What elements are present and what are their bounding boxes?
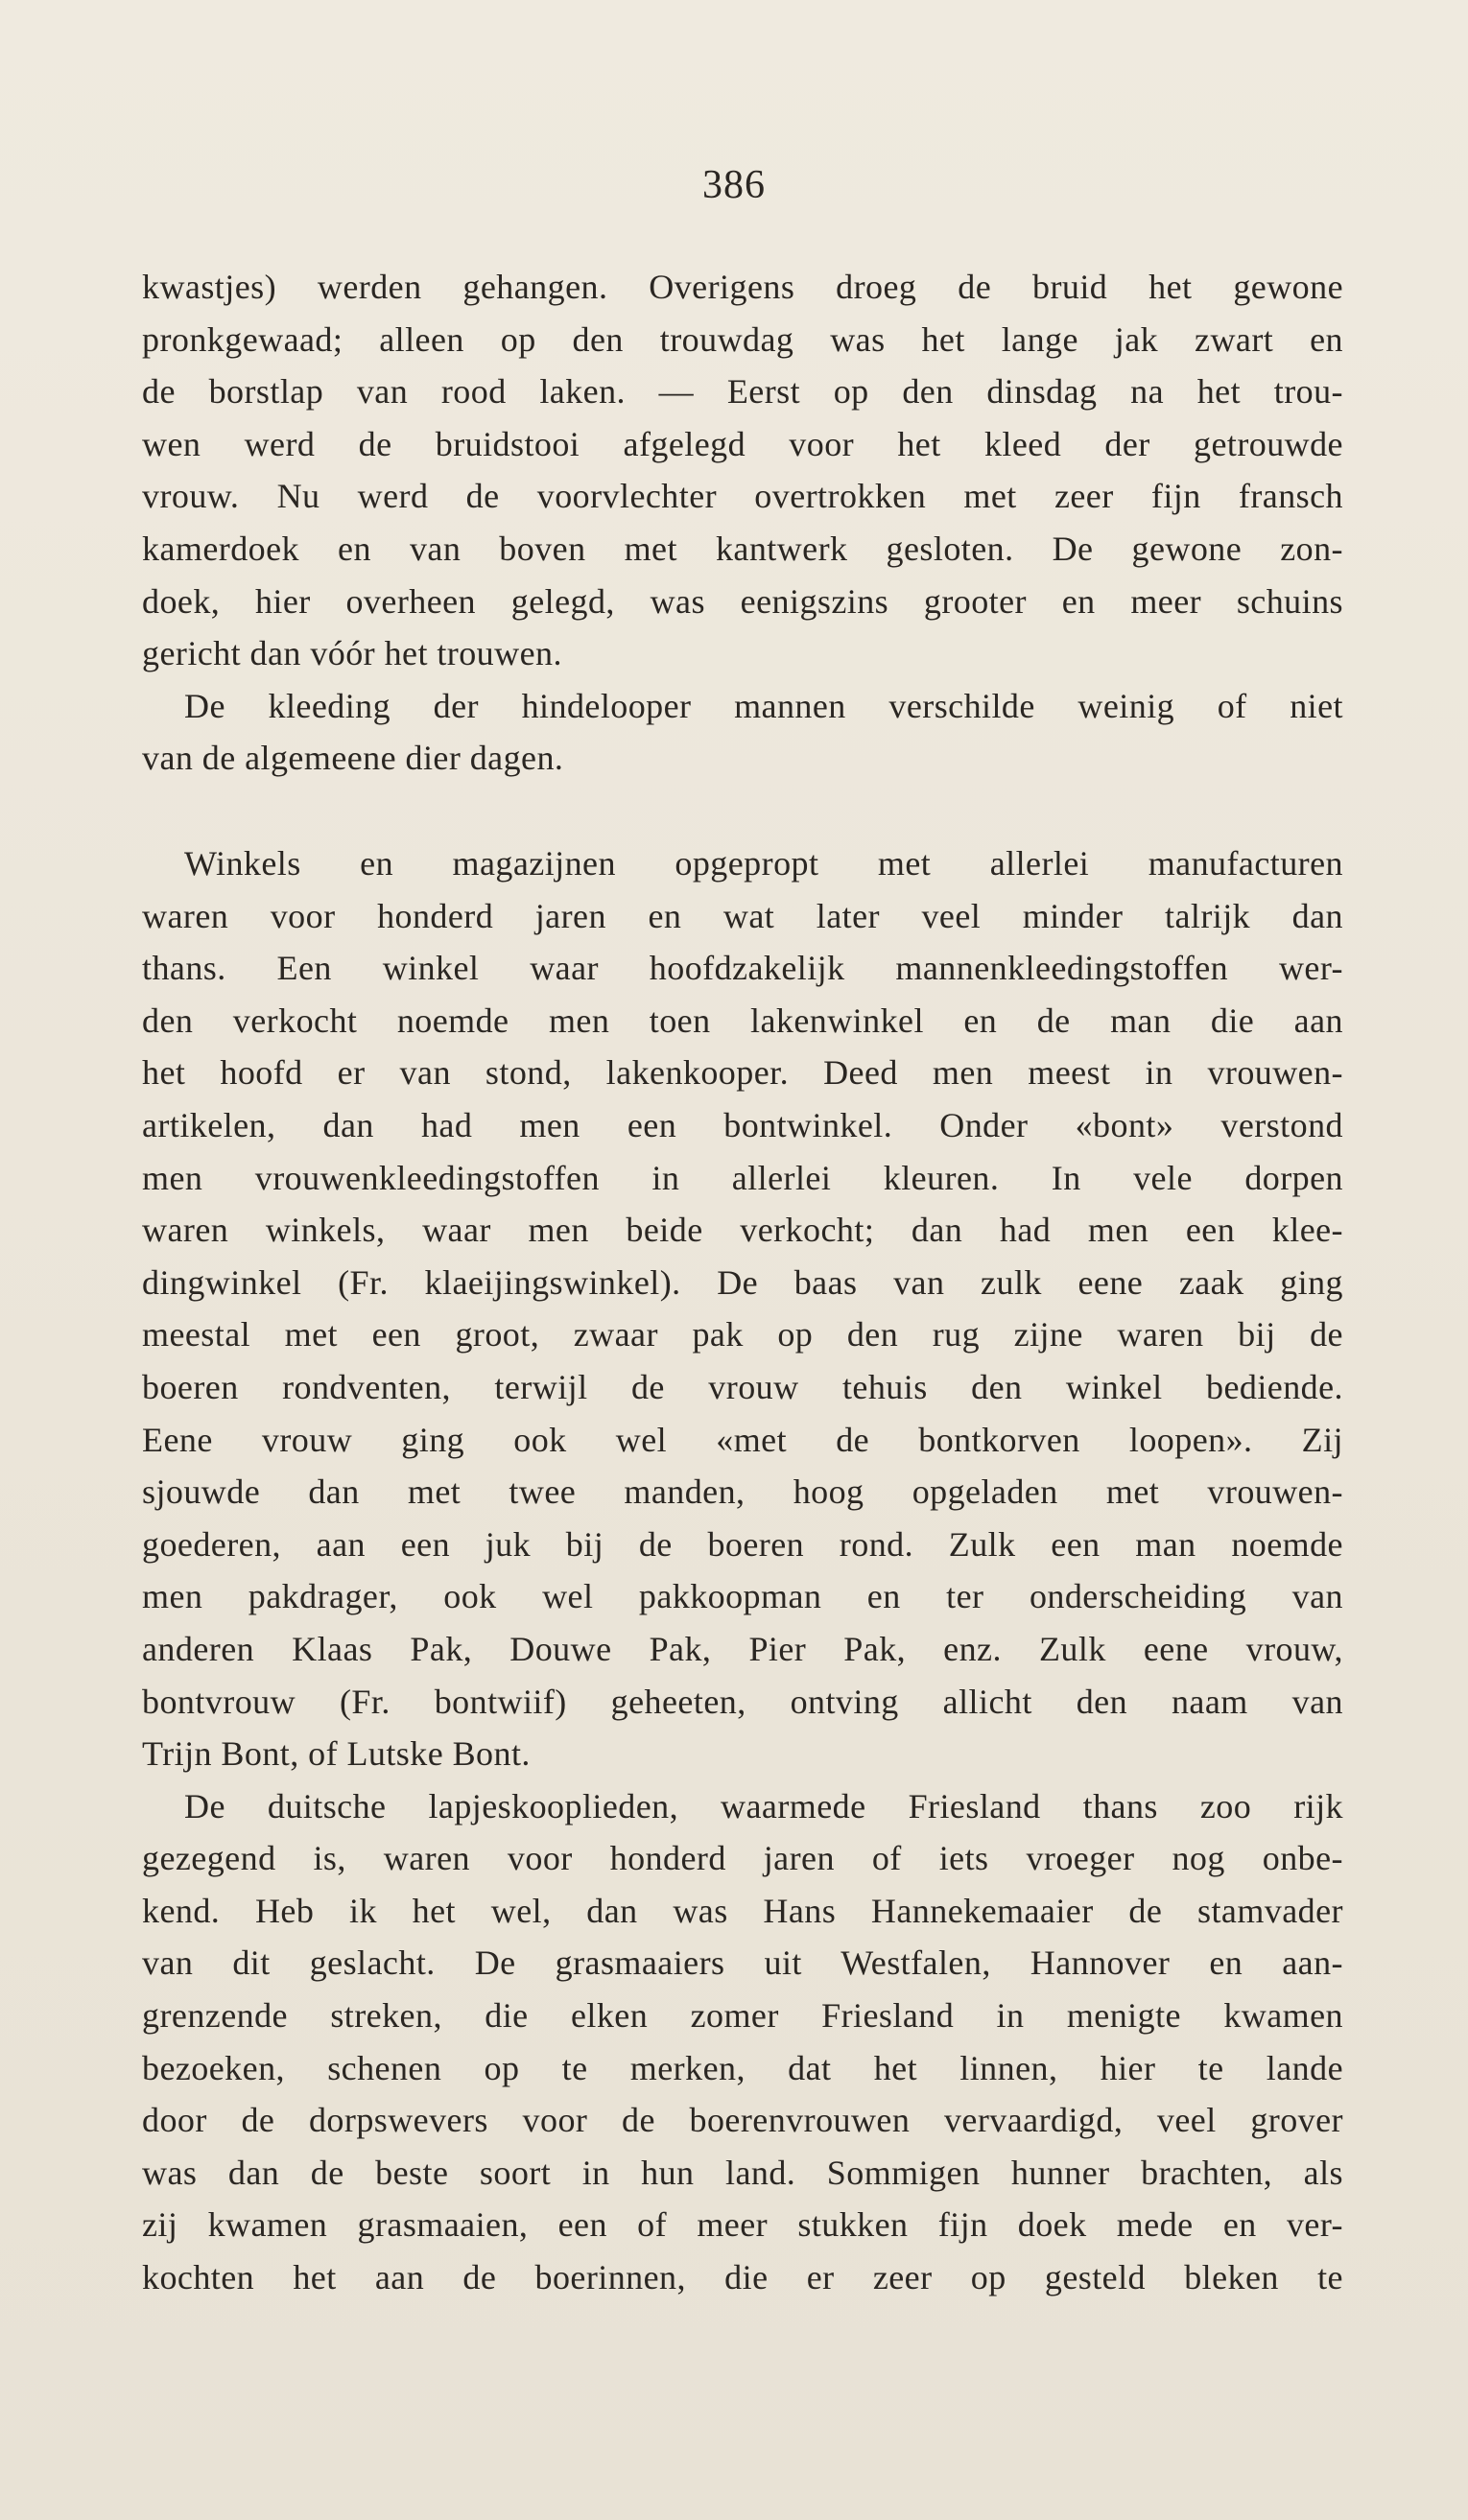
text-line: gericht dan vóór het trouwen. [142,634,562,673]
text-block-lower [142,837,1343,2304]
text-line: kwastjes) werden gehangen. Overigens droeg de bruid het gewone [142,268,1343,306]
text-line: van dit geslacht. De grasmaaiers uit Westfalen, Hannover en aan- [142,1943,1343,1983]
text-line: Winkels en magazijnen opgepropt met allerlei manufacturen [184,844,1343,883]
text-block-upper [142,261,1343,785]
text-line: pronkgewaad; alleen op den trouwdag was het lange jak zwart en [142,319,1343,359]
text-line: vrouw. Nu werd de voorvlechter overtrokken met zeer fijn fransch [142,477,1343,516]
text-line: kend. Heb ik het wel, dan was Hans Hannekemaaier de stamvader [142,1891,1343,1930]
text-line: bontvrouw (Fr. bontwiif) geheeten, ontving allicht den naam van [142,1682,1343,1721]
text-line: waren winkels, waar men beide verkocht; dan had men een klee- [142,1211,1343,1250]
paragraph-mens-clothing [142,680,1343,785]
text-line: wen werd de bruidstooi afgelegd voor het kleed der getrouwde [142,424,1343,463]
text-line: den verkocht noemde men toen lakenwinkel en de man die aan [142,1001,1343,1040]
text-line: boeren rondventen, terwijl de vrouw tehuis den winkel bediende. [142,1367,1343,1406]
text-line: De duitsche lapjeskooplieden, waarmede Friesland thans zoo rijk [184,1786,1343,1825]
text-line: door de dorpswevers voor de boerenvrouwen vervaardigd, veel grover [142,2101,1343,2140]
text-line: de borstlap van rood laken. — Eerst op den dinsdag na het trou- [142,372,1343,412]
paragraph-german-traders [142,1780,1343,2304]
text-line: van de algemeene dier dagen. [142,739,564,778]
text-line: zij kwamen grasmaaien, een of meer stukken fijn doek mede en ver- [142,2205,1343,2245]
text-line: dingwinkel (Fr. klaeijingswinkel). De baas van zulk eene zaak ging [142,1262,1343,1302]
text-line: het hoofd er van stond, lakenkooper. Deed men meest in vrouwen- [142,1053,1343,1093]
paragraph-shops [142,837,1343,1780]
text-line: gezegend is, waren voor honderd jaren of iets vroeger nog onbe- [142,1839,1343,1878]
text-line: kamerdoek en van boven met kantwerk gesloten. De gewone zon- [142,529,1343,568]
text-line: men pakdrager, ook wel pakkoopman en ter onderscheiding van [142,1577,1343,1616]
text-line: anderen Klaas Pak, Douwe Pak, Pier Pak, enz. Zulk eene vrouw, [142,1629,1343,1668]
text-line: grenzende streken, die elken zomer Friesland in menigte kwamen [142,1996,1343,2036]
text-line: Trijn Bont, of Lutske Bont. [142,1734,531,1774]
paragraph-bridal-dress [142,261,1343,680]
text-line: meestal met een groot, zwaar pak op den rug zijne waren bij de [142,1315,1343,1354]
text-line: Eene vrouw ging ook wel «met de bontkorven loopen». Zij [142,1420,1343,1459]
text-line: waren voor honderd jaren en wat later veel minder talrijk dan [142,896,1343,935]
text-line: sjouwde dan met twee manden, hoog opgeladen met vrouwen- [142,1472,1343,1512]
text-line: artikelen, dan had men een bontwinkel. Onder «bont» verstond [142,1105,1343,1144]
text-line: doek, hier overheen gelegd, was eenigszins grooter en meer schuins [142,581,1343,621]
page-number: 386 [702,163,766,207]
text-line: men vrouwenkleedingstoffen in allerlei kleuren. In vele dorpen [142,1158,1343,1197]
text-line: bezoeken, schenen op te merken, dat het linnen, hier te lande [142,2048,1343,2087]
text-line: thans. Een winkel waar hoofdzakelijk mannenkleedingstoffen wer- [142,949,1343,988]
text-line: was dan de beste soort in hun land. Sommigen hunner brachten, als [142,2153,1343,2192]
text-line: goederen, aan een juk bij de boeren rond. Zulk een man noemde [142,1524,1343,1564]
text-line: kochten het aan de boerinnen, die er zeer op gesteld bleken te [142,2258,1343,2297]
text-line: De kleeding der hindelooper mannen verschilde weinig of niet [184,686,1343,725]
